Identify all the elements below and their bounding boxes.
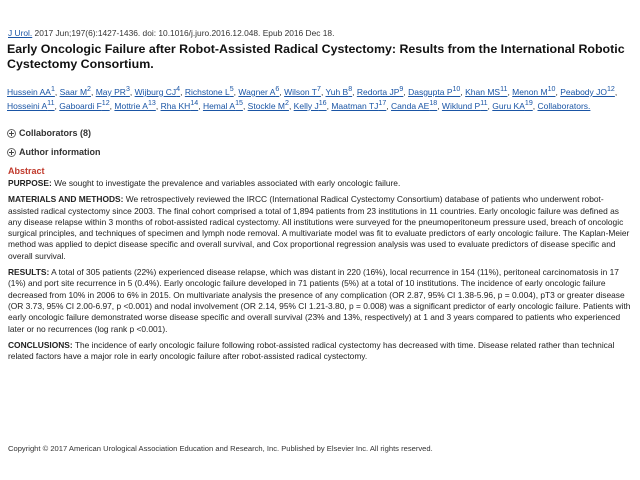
author-separator: ,	[109, 100, 115, 111]
collaborators-expander[interactable]	[7, 127, 91, 139]
expand-plus-icon	[7, 148, 16, 157]
author-link[interactable]: Kelly $J^{16}$	[293, 98, 327, 111]
citation-details: 2017 Jun;197(6):1427-1436. doi: 10.1016/j.juro.2016.12.048. Epub 2016 Dec 18.	[32, 28, 335, 38]
author-link[interactable]: Hemal $A^{15}$	[202, 98, 243, 111]
section-label: PURPOSE:	[8, 178, 52, 188]
abstract-body	[8, 178, 634, 367]
author-affiliation-number: 16	[318, 98, 327, 107]
section-label: CONCLUSIONS:	[8, 339, 73, 350]
author-separator: ,	[129, 86, 135, 97]
author-link[interactable]: Canda AE$^{18}$	[391, 98, 438, 111]
author-separator: ,	[320, 86, 326, 97]
author-separator: ,	[460, 86, 466, 97]
author-affiliation-number: 19	[524, 98, 533, 107]
author-affiliation-number: 8	[348, 85, 353, 93]
author-separator: ,	[54, 86, 60, 97]
copyright-notice: Copyright © 2017 American Urological Association Education and Research, Inc. Published by Elsevier Inc. All rights reserved.	[8, 444, 433, 453]
author-affiliation-number: 2	[285, 98, 289, 107]
author-separator: ,	[555, 86, 561, 97]
abstract-section-conclusions	[8, 340, 634, 363]
author-separator: ,	[155, 100, 161, 111]
author-link[interactable]: Peabody JO$^{12}$	[560, 85, 615, 97]
author-affiliation-number: 2	[87, 85, 91, 93]
author-affiliation-number: 12	[607, 85, 615, 93]
author-link[interactable]: Richstone $L^5$	[184, 85, 234, 97]
author-link[interactable]: Rha KH$^{14}$	[160, 98, 199, 111]
author-link[interactable]: Saar $M^2$	[59, 85, 91, 97]
author-separator: ,	[242, 100, 248, 111]
author-affiliation-number: 6	[275, 85, 280, 93]
author-affiliation-number: 9	[399, 85, 404, 93]
author-separator: ,	[614, 86, 618, 97]
section-text: We sought to investigate the prevalence and variables associated with early oncologic failure.	[51, 178, 401, 188]
author-link[interactable]: Wagner $A^6$	[238, 85, 280, 97]
section-text: We retrospectively reviewed the IRCC (International Radical Cystectomy Consortium) database of patients who underwent robot-assisted radical cystectomy since 2003. The final cohort comprised a total of 1,894 patients from 23 institutions in 11 countries. Early oncologic failure was defined as any disease relapse within 3 months of robot-assisted radical cystectomy. All institutions were surveyed for the pneumoperitoneum pressure used, breach of oncologic surgical principles, and techniques of specimen and lymph node removal. A multivariate model was fit to evaluate predictors of early oncologic failure. The Kaplan-Meier method was applied to depict disease specific and overall survival, and Cox proportional regression analysis was used to evaluate predictors of disease specific and overall survival.	[8, 194, 630, 261]
collaborators-link[interactable]: Collaborators.	[537, 100, 591, 111]
article-title: Early Oncologic Failure after Robot-Assisted Radical Cystectomy: Results from the International Robotic Cystectomy Consortium.	[7, 42, 625, 71]
author-link[interactable]: Wilson $T^7$	[284, 85, 321, 97]
section-text: The incidence of early oncologic failure following robot-assisted radical cystectomy has decreased with time. Disease related rather than technical related factors have a major role in early oncologic failure after robot-assisted radical cystectomy.	[8, 339, 615, 362]
author-link[interactable]: Stockle $M^2$	[247, 98, 289, 111]
section-text: A total of 305 patients (22%) experienced disease relapse, which was distant in 220 (16%), local recurrence in 154 (11%), peritoneal carcinomatosis in 17 (1%) and port site recurrence in 5 (0.4%). Early oncologic failure developed in 71 patients (5%) at a total of 10 institutions. The incidence of early oncologic failure decreased from 10% in 2006 to 6% in 2015. On multivariate analysis the presence of any complication (OR 2.87, 95% CI 1.38-5.96, p = 0.004), pT3 or greater disease (OR 3.73, 95% CI 2.00-6.97, p <0.001) and nodal involvement (OR 2.14, 95% CI 1.21-3.80, p = 0.008) was a significant predictor of early oncologic failure. Patients with early oncologic failure demonstrated worse disease specific and overall survival (23% and 13%, respectively) at 1 and 3 years compared to patients who experienced later or no recurrences (log rank p <0.001).	[8, 267, 631, 334]
collaborators-expander-label: Collaborators (8)	[19, 128, 92, 138]
author-affiliation-number: 10	[452, 85, 461, 93]
author-link[interactable]: Wiklund $P^{11}$	[441, 98, 488, 111]
author-information-expander[interactable]	[7, 146, 101, 158]
author-affiliation-number: 11	[500, 85, 508, 93]
author-separator: ,	[90, 86, 96, 97]
author-separator: ,	[198, 100, 203, 111]
author-affiliation-number: 7	[317, 85, 321, 93]
author-affiliation-number: 15	[235, 98, 243, 107]
author-link[interactable]: Dasgupta $P^{10}$	[408, 85, 461, 97]
author-separator: ,	[352, 86, 357, 97]
author-affiliation-number: 1	[50, 85, 55, 93]
author-affiliation-number: 4	[176, 85, 181, 93]
author-separator: ,	[326, 100, 332, 111]
citation-line	[8, 28, 334, 38]
author-information-label: Author information	[19, 147, 101, 157]
author-affiliation-number: 13	[147, 98, 156, 107]
author-affiliation-number: 11	[47, 98, 55, 107]
author-separator: ,	[403, 86, 409, 97]
author-affiliation-number: 17	[378, 98, 387, 107]
abstract-section-methods	[8, 194, 634, 262]
author-link[interactable]: Mottrie $A^{13}$	[114, 98, 156, 111]
author-link[interactable]: Redorta $JP^9$	[356, 85, 404, 97]
author-link[interactable]: Gaboardi $F^{12}$	[59, 98, 110, 111]
author-link[interactable]: Hosseini $A^{11}$	[7, 98, 55, 111]
section-label: MATERIALS AND METHODS:	[8, 194, 124, 205]
author-affiliation-number: 5	[229, 85, 234, 93]
author-separator: ,	[288, 100, 294, 111]
journal-link[interactable]: J Urol.	[8, 28, 33, 38]
author-separator: ,	[279, 86, 285, 97]
author-separator: ,	[532, 100, 538, 111]
author-list	[7, 84, 633, 112]
author-separator: ,	[54, 100, 60, 111]
author-link[interactable]: Wijburg $CJ^4$	[134, 85, 181, 97]
author-separator: ,	[233, 86, 239, 97]
author-affiliation-number: 18	[429, 98, 438, 107]
author-link[interactable]: Hussein $AA^1$	[7, 85, 55, 97]
section-label: RESULTS:	[8, 267, 50, 278]
abstract-section-purpose	[8, 178, 634, 189]
abstract-heading: Abstract	[8, 166, 45, 176]
author-separator: ,	[180, 86, 185, 97]
author-affiliation-number: 3	[125, 85, 130, 93]
author-link[interactable]: Khan MS$^{11}$	[465, 85, 508, 97]
author-separator: ,	[437, 100, 442, 111]
author-separator: ,	[507, 86, 513, 97]
author-affiliation-number: 10	[547, 85, 556, 93]
author-affiliation-number: 11	[480, 98, 488, 107]
author-link[interactable]: Menon $M^{10}$	[512, 85, 556, 97]
author-separator: ,	[386, 100, 392, 111]
author-affiliation-number: 14	[190, 98, 199, 107]
author-link[interactable]: Yuh $B^8$	[325, 85, 353, 97]
author-link[interactable]: May $PR^3$	[95, 85, 130, 97]
author-link[interactable]: Guru KA$^{19}$	[492, 98, 533, 111]
author-link[interactable]: Maatman TJ$^{17}$	[331, 98, 387, 111]
author-separator: ,	[487, 100, 493, 111]
author-affiliation-number: 12	[101, 98, 110, 107]
expand-plus-icon	[7, 129, 16, 138]
abstract-section-results	[8, 267, 634, 335]
